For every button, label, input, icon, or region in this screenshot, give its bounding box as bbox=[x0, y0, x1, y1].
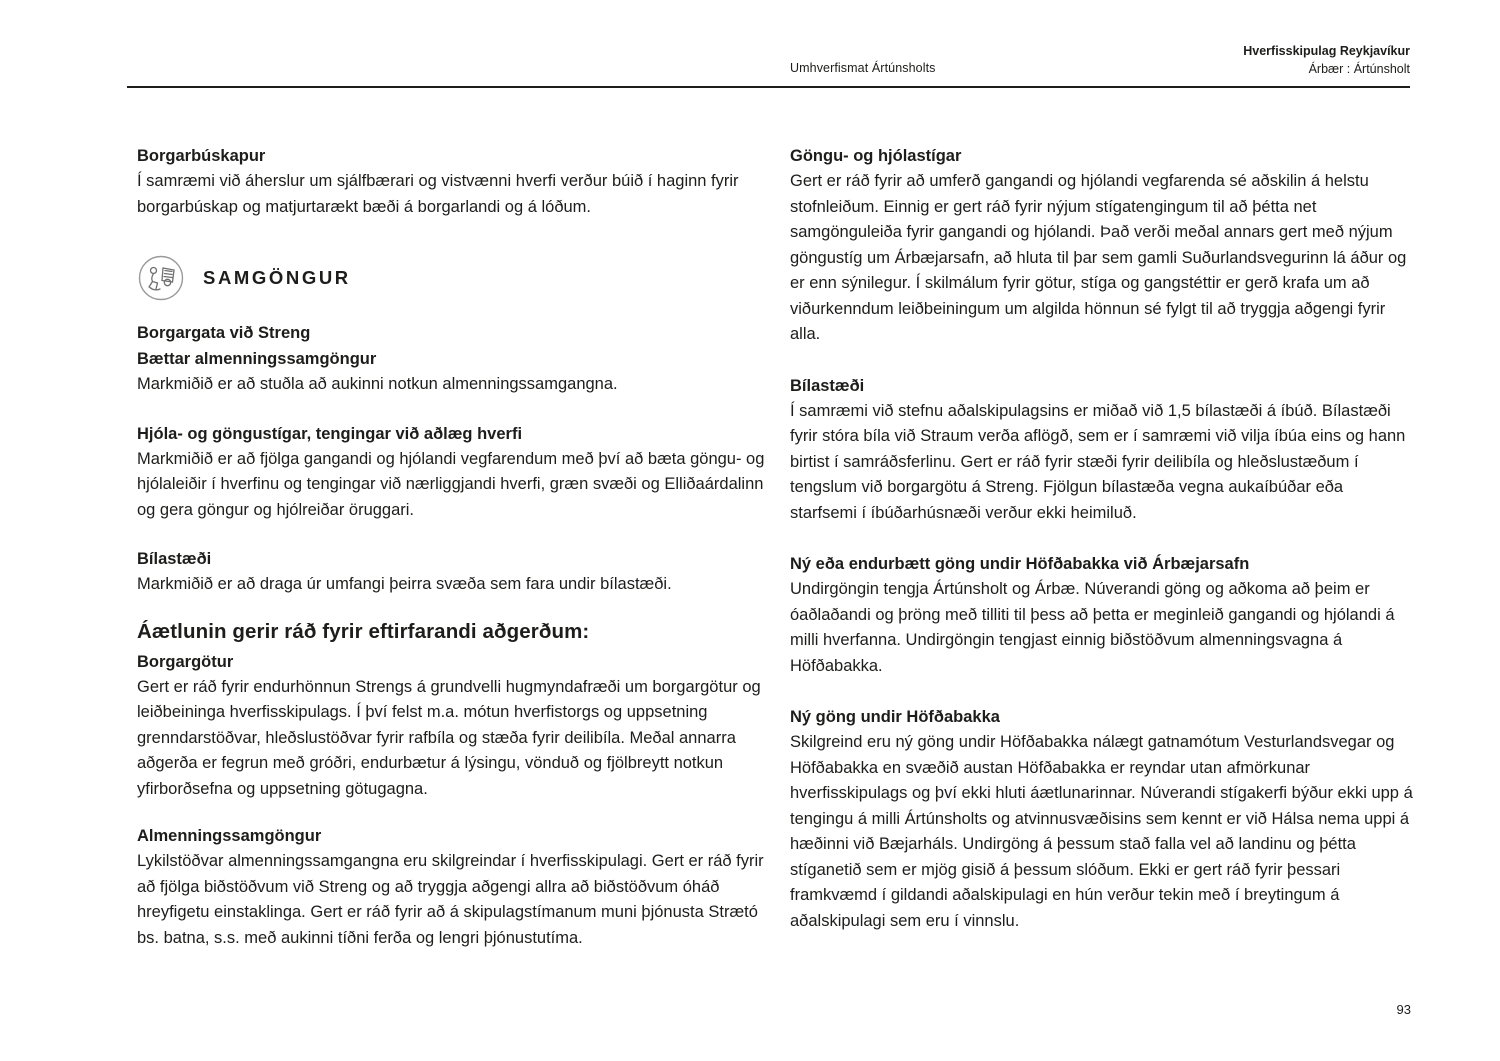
header-brand bbox=[1243, 42, 1410, 78]
header-org-title: Hverfisskipulag Reykjavíkur bbox=[1243, 44, 1410, 58]
header-doc-title: Umhverfismat Ártúnsholts bbox=[790, 61, 936, 75]
section-heading: Borgargata við Streng bbox=[137, 324, 311, 342]
section-hjola-og-gongustigar bbox=[137, 421, 773, 524]
section-body: Gert er ráð fyrir endurhönnun Strengs á grundvelli hugmyndafræði um borgargötur og leiðbeininga hverfisskipulags. Í því felst m.a. mótun hverfistorgs og uppsetning grenndarstöðvar, hleðslustöðvar fyrir rafbíla og stæða fyrir deilibíla. Meðal annarra aðgerða er fegrun með gróðri, endurbætur á lýsingu, vönduð og fjölbreytt notkun yfirborðsefna og uppsetning götugagna. bbox=[137, 677, 761, 798]
section-heading: Bílastæði bbox=[790, 376, 865, 395]
section-body: Markmiðið er að fjölga gangandi og hjólandi vegfarendum með því að bæta göngu- og hjólaleiðir í hverfinu og tengingar við nærliggjandi hverfi, græn svæði og Elliðaárdalinn og gera göngur og hjólreiðar öruggari. bbox=[137, 449, 765, 519]
page-number: 93 bbox=[1396, 1002, 1411, 1017]
section-ny-gong-undir-hofdabakka bbox=[790, 704, 1414, 934]
right-column bbox=[790, 143, 1414, 957]
header-rule bbox=[127, 86, 1410, 88]
section-heading: Bílastæði bbox=[137, 550, 212, 568]
section-body: Markmiðið er að stuðla að aukinni notkun almenningssamgangna. bbox=[137, 375, 618, 393]
section-body: Lykilstöðvar almenningssamgangna eru skilgreindar í hverfisskipulagi. Gert er ráð fyrir að fjölga biðstöðvum við Streng og að tryggja aðgengi allra að biðstöðvum óháð hreyfigetu einstaklinga. Gert er ráð fyrir að á skipulagstímanum muni þjónusta Strætó bs. batna, s.s. með aukinni tíðni ferða og lengri þjónustutíma. bbox=[137, 852, 764, 947]
section-heading: Hjóla- og göngustígar, tengingar við aðlæg hverfi bbox=[137, 424, 523, 443]
section-heading: Borgarbúskapur bbox=[137, 147, 266, 165]
transport-sketch-icon bbox=[137, 254, 185, 302]
section-bilastaedi-left bbox=[137, 546, 773, 598]
section-heading: Ný göng undir Höfðabakka bbox=[790, 708, 1000, 726]
section-body: Markmiðið er að draga úr umfangi þeirra svæða sem fara undir bílastæði. bbox=[137, 575, 672, 593]
header-org-subtitle: Árbær : Ártúnsholt bbox=[1308, 62, 1410, 76]
section-ny-eda-endurbaett-gong bbox=[790, 551, 1414, 679]
chapter-banner-samgongur bbox=[137, 253, 773, 303]
section-body: Í samræmi við stefnu aðalskipulagsins er miðað við 1,5 bílastæði á íbúð. Bílastæði fyrir stóra bíla við Straum verða aflögð, sem er í samræmi við vilja íbúa eins og hann birtist í samráðsferlinu. Gert er ráð fyrir stæði fyrir deilibíla og hleðslustæðum í tengslum við borgargötu á Streng. Fjölgun bílastæða vegna aukaíbúðar eða starfsemi í íbúðarhúsnæði verður ekki heimiluð. bbox=[790, 401, 1406, 522]
section-heading: Göngu- og hjólastígar bbox=[790, 147, 962, 165]
chapter-label: SAMGÖNGUR bbox=[203, 267, 351, 289]
section-heading: Almenningssamgöngur bbox=[137, 827, 322, 845]
section-gongu-og-hjolastigar bbox=[790, 143, 1414, 348]
section-almenningssamgongur bbox=[137, 823, 773, 951]
left-column bbox=[137, 143, 773, 974]
section-body: Skilgreind eru ný göng undir Höfðabakka nálægt gatnamótum Vesturlandsvegar og Höfðabakka en svæðið austan Höfðabakka er reyndar utan afmörkunar hverfisskipulags og því ekki hluti áætlunarinnar. Núverandi stígakerfi býður ekki upp á tengingu á milli Ártúnsholts og atvinnusvæðisins sem kennt er við Hálsa nema uppi á hæðinni við Bæjarháls. Undirgöng á þessum stað falla vel að landinu og þétta stíganetið sem er mjög gisið á þessum slóðum. Ekki er gert ráð fyrir þessari framkvæmd í gildandi aðalskipulagi en hún verður tekin með í breytingum á aðalskipulagi sem eru í vinnslu. bbox=[790, 733, 1413, 930]
section-body: Gert er ráð fyrir að umferð gangandi og hjólandi vegfarenda sé aðskilin á helstu stofnleiðum. Einnig er gert ráð fyrir nýjum stígatengingum til að þétta net samgönguleiða fyrir gangandi og hjólandi. Það verði meðal annars gert með nýjum göngustíg um Árbæjarsafn, að hluta til þar sem gamli Suðurlandsvegurinn lá áður og er enn sýnilegur. Í skilmálum fyrir götur, stíga og gangstéttir er gerð krafa um að viðurkenndum leiðbeiningum um algilda hönnun sé fylgt til að tryggja aðgengi fyrir alla. bbox=[790, 172, 1407, 343]
section-body: Í samræmi við áherslur um sjálfbærari og vistvænni hverfi verður búið í haginn fyrir borgarbúskap og matjurtarækt bæði á borgarlandi og á lóðum. bbox=[137, 172, 739, 216]
section-borgargotur bbox=[137, 649, 773, 803]
section-body: Undirgöngin tengja Ártúnsholt og Árbæ. Núverandi göng og aðkoma að þeim er óaðlaðandi og þröng með tilliti til þess að þetta er meginleið gangandi og hjólandi á milli hverfanna. Undirgöngin tengjast einnig biðstöðvum almenningsvagna á Höfðabakka. bbox=[790, 580, 1395, 675]
section-borgarbuskapur bbox=[137, 143, 773, 220]
plan-actions-heading: Áætlunin gerir ráð fyrir eftirfarandi aðgerðum: bbox=[137, 619, 590, 643]
section-borgargata-vid-streng bbox=[137, 320, 773, 398]
section-heading: Borgargötur bbox=[137, 652, 234, 671]
section-heading: Ný eða endurbætt göng undir Höfðabakka við Árbæjarsafn bbox=[790, 555, 1250, 573]
section-subheading: Bættar almenningssamgöngur bbox=[137, 350, 377, 368]
section-bilastaedi-right bbox=[790, 373, 1414, 527]
